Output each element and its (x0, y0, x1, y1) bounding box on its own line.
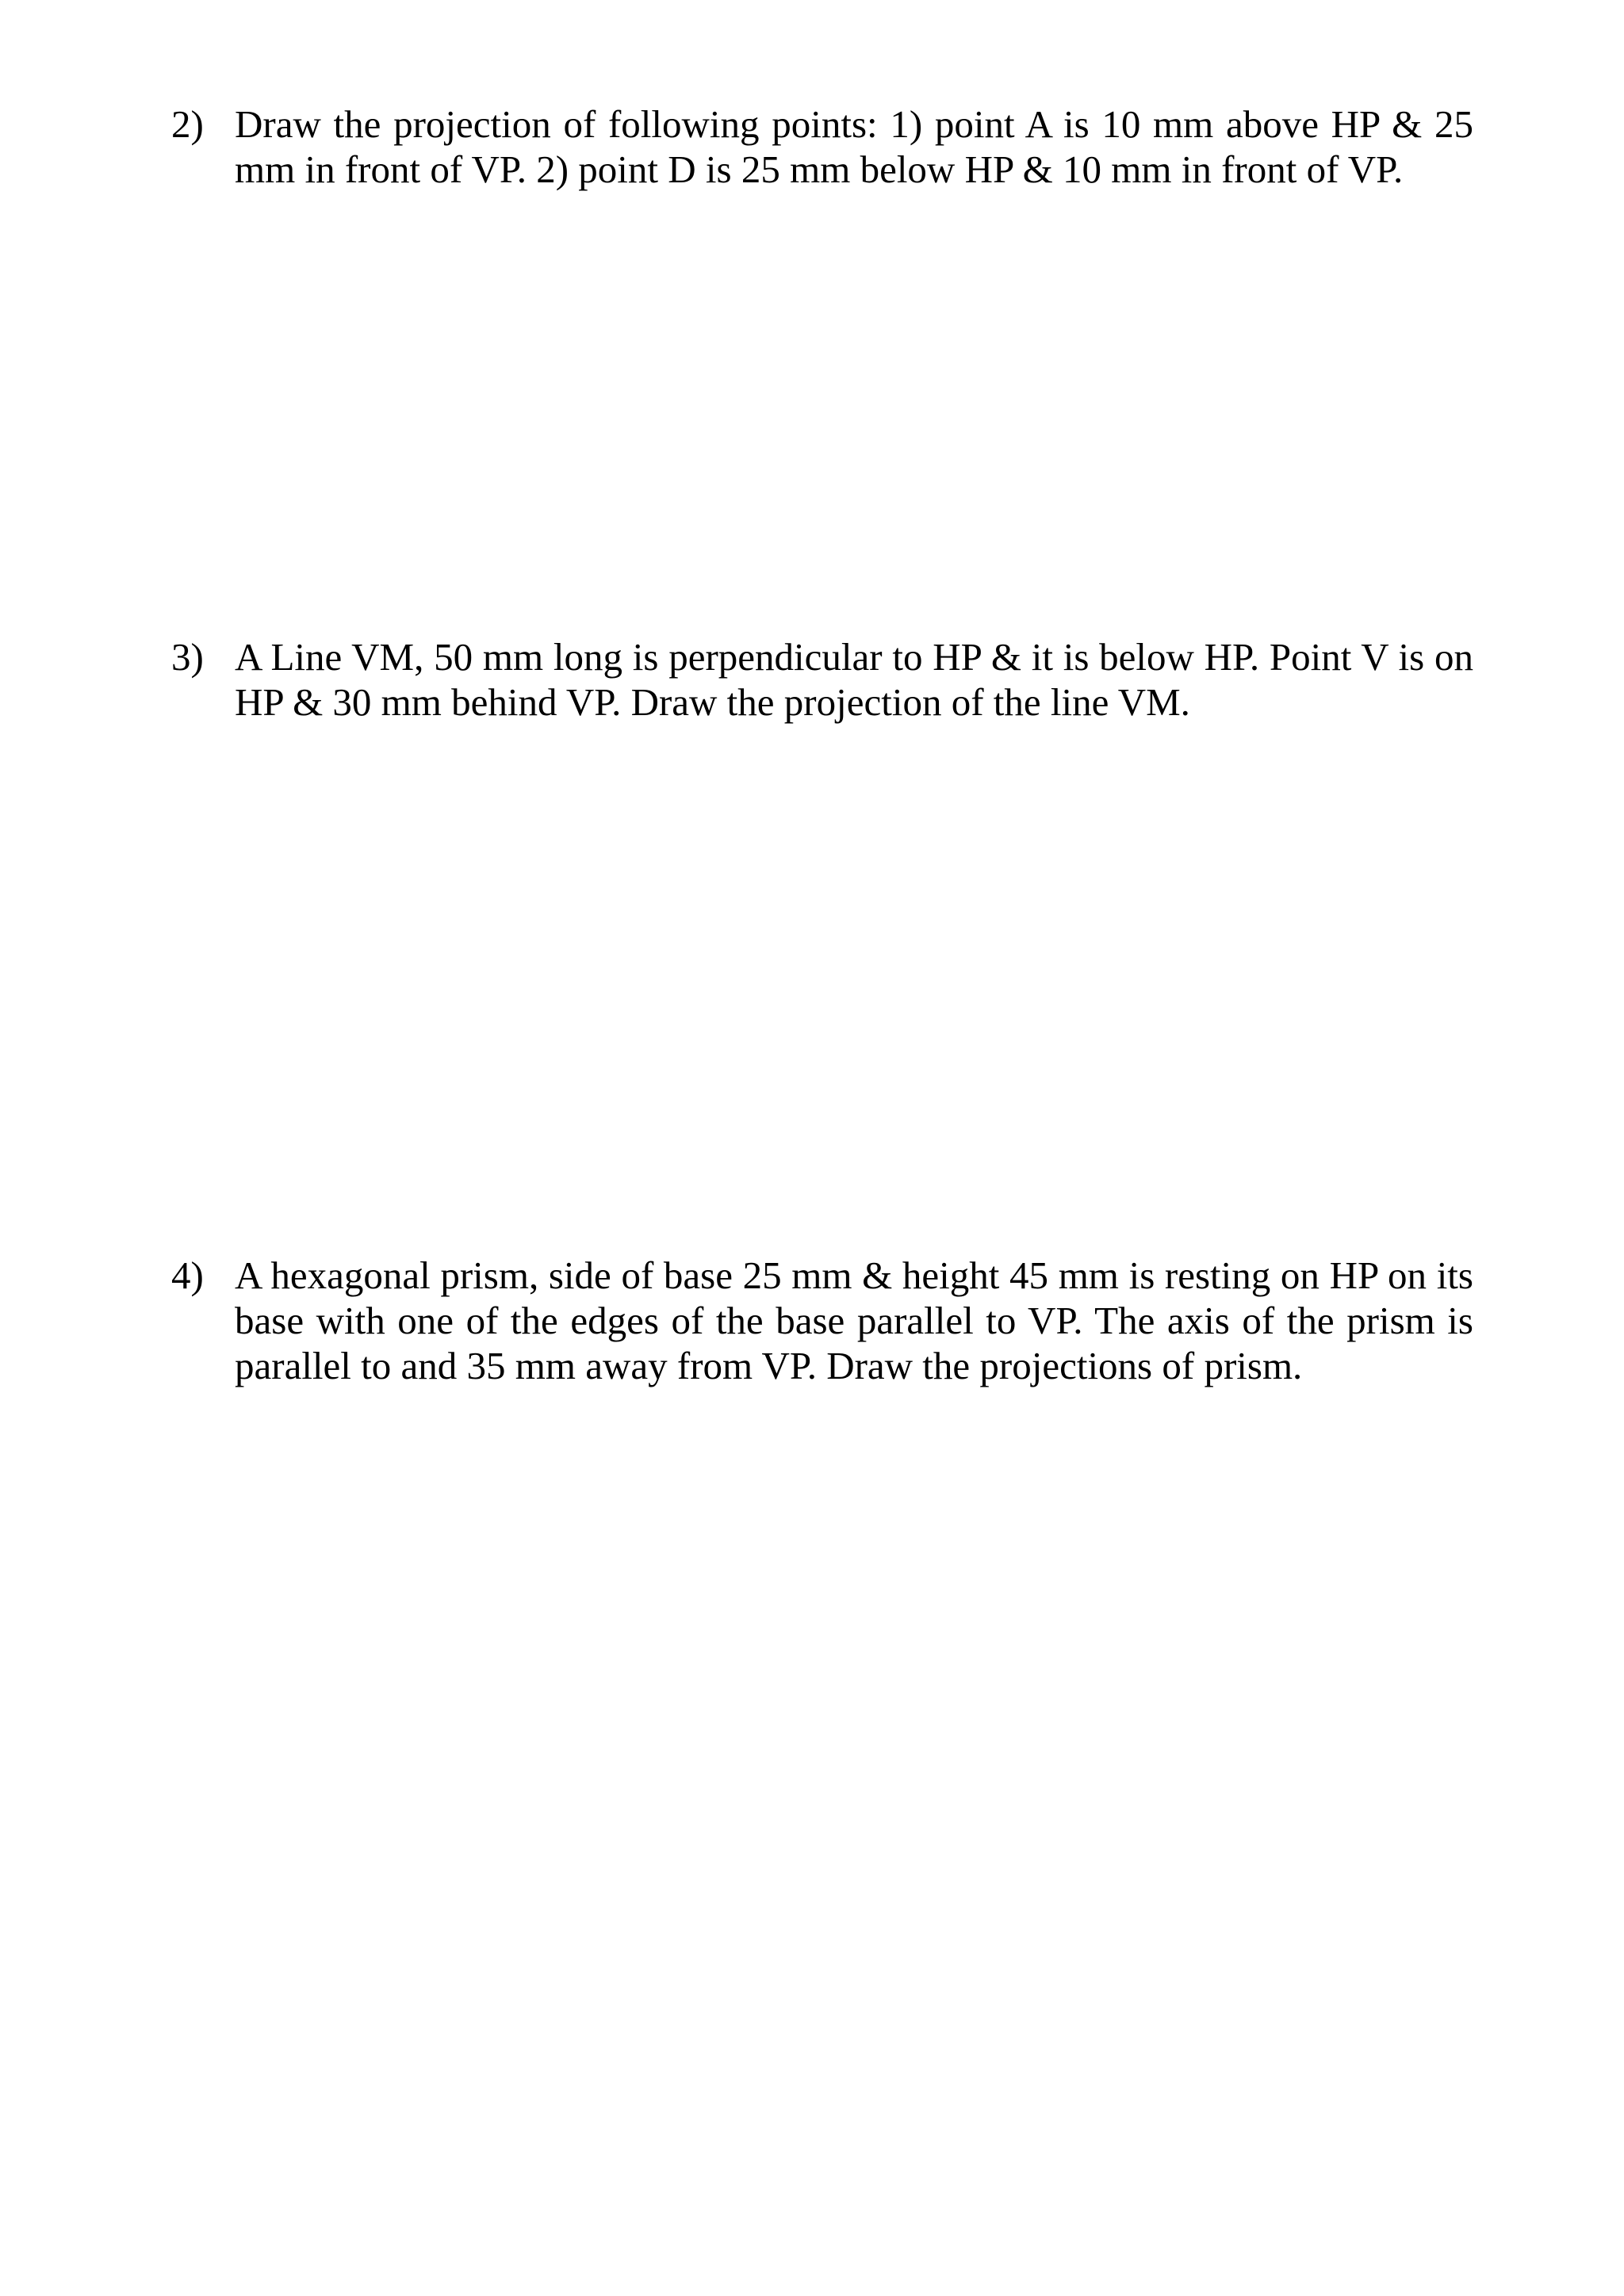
question-text: Draw the projection of following points: 1) point A is 10 mm above HP & 25 mm in front of VP. 2) point D is 25 mm below HP & 10 mm in front of VP. (235, 102, 1473, 191)
question-text: A hexagonal prism, side of base 25 mm & height 45 mm is resting on HP on its base with one of the edges of the base parallel to VP. The axis of the prism is parallel to and 35 mm away from VP. Draw the projections of prism. (235, 1253, 1473, 1387)
question-4 (171, 1253, 1473, 1388)
question-3 (171, 634, 1473, 725)
question-number: 4) (171, 1253, 204, 1297)
question-number: 3) (171, 635, 204, 679)
question-text: A Line VM, 50 mm long is perpendicular to HP & it is below HP. Point V is on HP & 30 mm behind VP. Draw the projection of the line VM. (235, 635, 1473, 724)
question-2 (171, 101, 1473, 192)
question-number: 2) (171, 102, 204, 146)
